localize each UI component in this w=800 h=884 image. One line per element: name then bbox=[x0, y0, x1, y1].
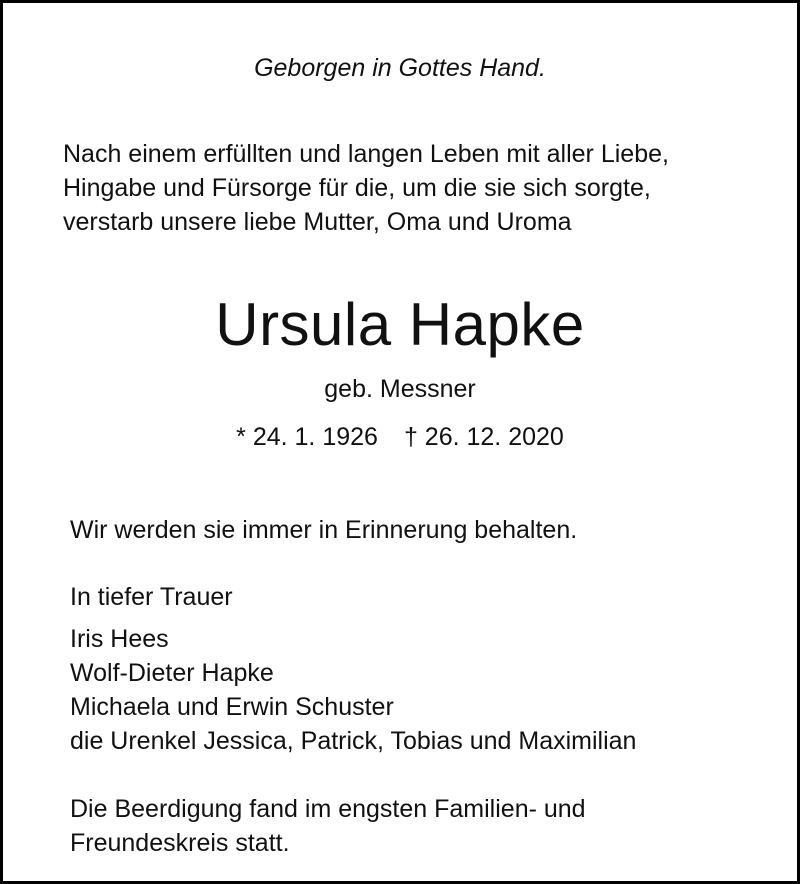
death-date: † 26. 12. 2020 bbox=[403, 423, 564, 451]
mourner-name: Michaela und Erwin Schuster bbox=[70, 693, 394, 721]
intro-line: Nach einem erfüllten und langen Leben mit aller Liebe, bbox=[63, 140, 669, 168]
intro-line: verstarb unsere liebe Mutter, Oma und Uroma bbox=[63, 208, 572, 236]
mourner-name: Iris Hees bbox=[70, 625, 169, 653]
life-dates bbox=[3, 421, 797, 453]
mourner-name: Wolf-Dieter Hapke bbox=[70, 659, 274, 687]
maiden-name: geb. Messner bbox=[324, 375, 476, 403]
motto: Geborgen in Gottes Hand. bbox=[254, 54, 546, 82]
funeral-line: Die Beerdigung fand im engsten Familien- und bbox=[70, 795, 586, 823]
mourning-label: In tiefer Trauer bbox=[70, 583, 233, 611]
deceased-name: Ursula Hapke bbox=[215, 291, 585, 358]
intro-line: Hingabe und Fürsorge für die, um die sie sich sorgte, bbox=[63, 174, 651, 202]
mourners-list bbox=[70, 622, 636, 758]
intro-text bbox=[63, 137, 669, 239]
memory-text: Wir werden sie immer in Erinnerung behalten. bbox=[70, 516, 578, 544]
funeral-note bbox=[70, 792, 586, 860]
birth-date: * 24. 1. 1926 bbox=[236, 423, 378, 451]
funeral-line: Freundeskreis statt. bbox=[70, 829, 290, 857]
mourner-name: die Urenkel Jessica, Patrick, Tobias und Maximilian bbox=[70, 727, 637, 755]
